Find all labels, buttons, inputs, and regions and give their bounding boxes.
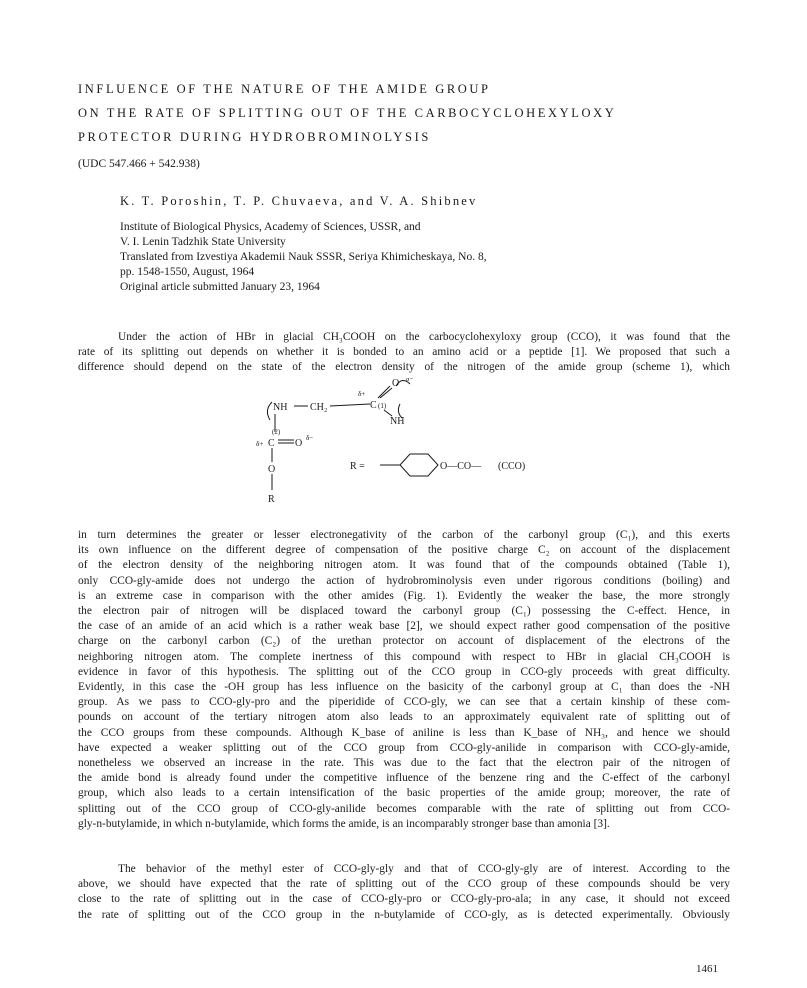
text-line: its own influence on the different degree of compensation of the positive charge C₂ on account of the displacement <box>78 544 730 557</box>
delta-plus-top: δ+ <box>358 390 366 398</box>
delta-minus-top: δ− <box>406 378 414 383</box>
text-line: Evidently, in this case the -OH group has less influence on the basicity of the carbonyl group at C₁ than does the -NH <box>78 681 730 694</box>
text-line: neighboring nitrogen atom. The complete inertness of this compound with respect to HBr in glacial CH₃COOH is <box>78 650 730 663</box>
text-line: splitting out of the CCO group of CCO-gly-anilide becomes comparable with the rate of splitting out from CCO- <box>78 802 730 815</box>
affiliation-line: Translated from Izvestiya Akademii Nauk SSSR, Seriya Khimicheskaya, No. 8, <box>120 251 487 263</box>
page-number: 1461 <box>696 963 718 975</box>
c1-label: C <box>370 400 377 411</box>
text-line: rate of its splitting out depends on whether it is bonded to an amino acid or a peptide [1]. We proposed that such a <box>78 346 730 359</box>
text-line: above, we should have expected that the rate of splitting out of the CCO group of these compounds should be very <box>78 878 730 891</box>
text-line: charge on the carbonyl carbon (C₂) of the urethan protector on account of displacement of the electrons of the <box>78 635 730 648</box>
text-line: the case of an amide of an acid which is a rather weak base [2], we should expect rather good compensation of the positive <box>78 620 730 633</box>
c2-index-label: (2) <box>272 428 281 436</box>
text-line: The behavior of the methyl ester of CCO-gly-gly and that of CCO-gly-gly are of interest. According to the <box>118 863 730 875</box>
r-definition-abbrev: (CCO) <box>498 461 526 472</box>
affiliation-line: V. I. Lenin Tadzhik State University <box>120 236 286 248</box>
text-line: in turn determines the greater or lesser electronegativity of the carbon of the carbonyl group (C₁), and this exerts <box>78 529 730 541</box>
r-definition-chain: O—CO— <box>440 461 482 472</box>
text-line: evidence in favor of this hypothesis. The splitting out of the CCO group in CCO-gly proceeds with great difficulty. <box>78 665 730 678</box>
paragraph-1 <box>78 330 730 376</box>
ch2-label: CH₂ <box>310 402 328 413</box>
text-line: gly-n-butylamide, in which n-butylamide, which forms the amide, is an incomparably stronger base than amonia [3]. <box>78 817 610 830</box>
text-line: the electron pair of nitrogen will be displaced toward the carbonyl group (C₁) possessing the C-effect. Hence, in <box>78 605 730 618</box>
title-line-3: PROTECTOR DURING HYDROBROMINOLYSIS <box>78 130 431 144</box>
nh-left-label: NH <box>273 402 288 413</box>
text-line: the CCO groups from these compounds. Although K_base of aniline is less than K_base of NH₃, and hence we should <box>78 726 730 739</box>
text-line: have expected a weaker splitting out of the CCO group from CCO-gly-anilide in comparison with CCO-gly-amide, <box>78 741 730 754</box>
r-definition-lhs: R = <box>350 461 365 472</box>
affiliation-line: Original article submitted January 23, 1964 <box>120 281 320 293</box>
delta-minus-right: δ− <box>306 434 314 442</box>
affiliation-line: Institute of Biological Physics, Academy of Sciences, USSR, and <box>120 221 421 233</box>
scheme-1-diagram <box>250 378 570 508</box>
title-line-1: INFLUENCE OF THE NATURE OF THE AMIDE GROUP <box>78 82 491 96</box>
c2-label: C <box>268 438 275 449</box>
text-line: nonetheless we observed an increase in the rate. This was due to the fact that the electron pair of the nitrogen of <box>78 757 730 770</box>
paragraph-3 <box>78 862 730 923</box>
text-line: pounds on account of the tertiary nitrogen atom also leads to an approximately equivalent rate of splitting out of <box>78 711 730 724</box>
affiliation-line: pp. 1548-1550, August, 1964 <box>120 266 255 278</box>
udc-code: (UDC 547.466 + 542.938) <box>78 158 200 170</box>
title-line-2: ON THE RATE OF SPLITTING OUT OF THE CARBOCYCLOHEXYLOXY <box>78 106 617 120</box>
text-line: only CCO-gly-amide does not undergo the action of hydrobrominolysis even under rigorous conditions (boiling) and <box>78 574 730 587</box>
text-line: group. As we pass to CCO-gly-pro and the piperidide of CCO-gly, we can see that a certain kinship of these com- <box>78 696 730 709</box>
paragraph-2 <box>78 528 730 832</box>
r-bottom-label: R <box>268 494 275 505</box>
text-line: Under the action of HBr in glacial CH₃COOH on the carbocyclohexyloxy group (CCO), it was found that the <box>118 331 730 343</box>
authors: K. T. Poroshin, T. P. Chuvaeva, and V. A. Shibnev <box>120 194 478 208</box>
nh-right-label: NH <box>390 416 405 427</box>
o-right-label: O <box>295 438 303 449</box>
o-top-label: O <box>392 378 400 389</box>
text-line: of the electron density of the neighboring nitrogen atom. It was found that of the compounds obtained (Table 1), <box>78 559 730 572</box>
o-bottom-label: O <box>268 464 276 475</box>
c1-index-label: (1) <box>378 402 387 410</box>
text-line: difference should depend on the state of the electron density of the nitrogen of the amide group (scheme 1), which <box>78 361 730 374</box>
scheme-svg <box>250 378 570 508</box>
delta-plus-left: δ+ <box>256 440 264 448</box>
text-line: is an extreme case in comparison with the other amides (Fig. 1). Evidently the weaker the base, the more strongly <box>78 589 730 602</box>
text-line: group, which also leads to a certain intensification of the basic properties of the amide group; moreover, the rate of <box>78 787 730 800</box>
text-line: the rate of splitting out of the CCO group in the n-butylamide of CCO-gly, as is detected experimentally. Obviously <box>78 908 730 921</box>
text-line: close to the rate of splitting out in the case of CCO-gly-pro or CCO-gly-pro-ala; in any case, it should not exceed <box>78 893 730 906</box>
text-line: the amide bond is already found under the competitive influence of the benzene ring and the C-effect of the carbonyl <box>78 772 730 785</box>
